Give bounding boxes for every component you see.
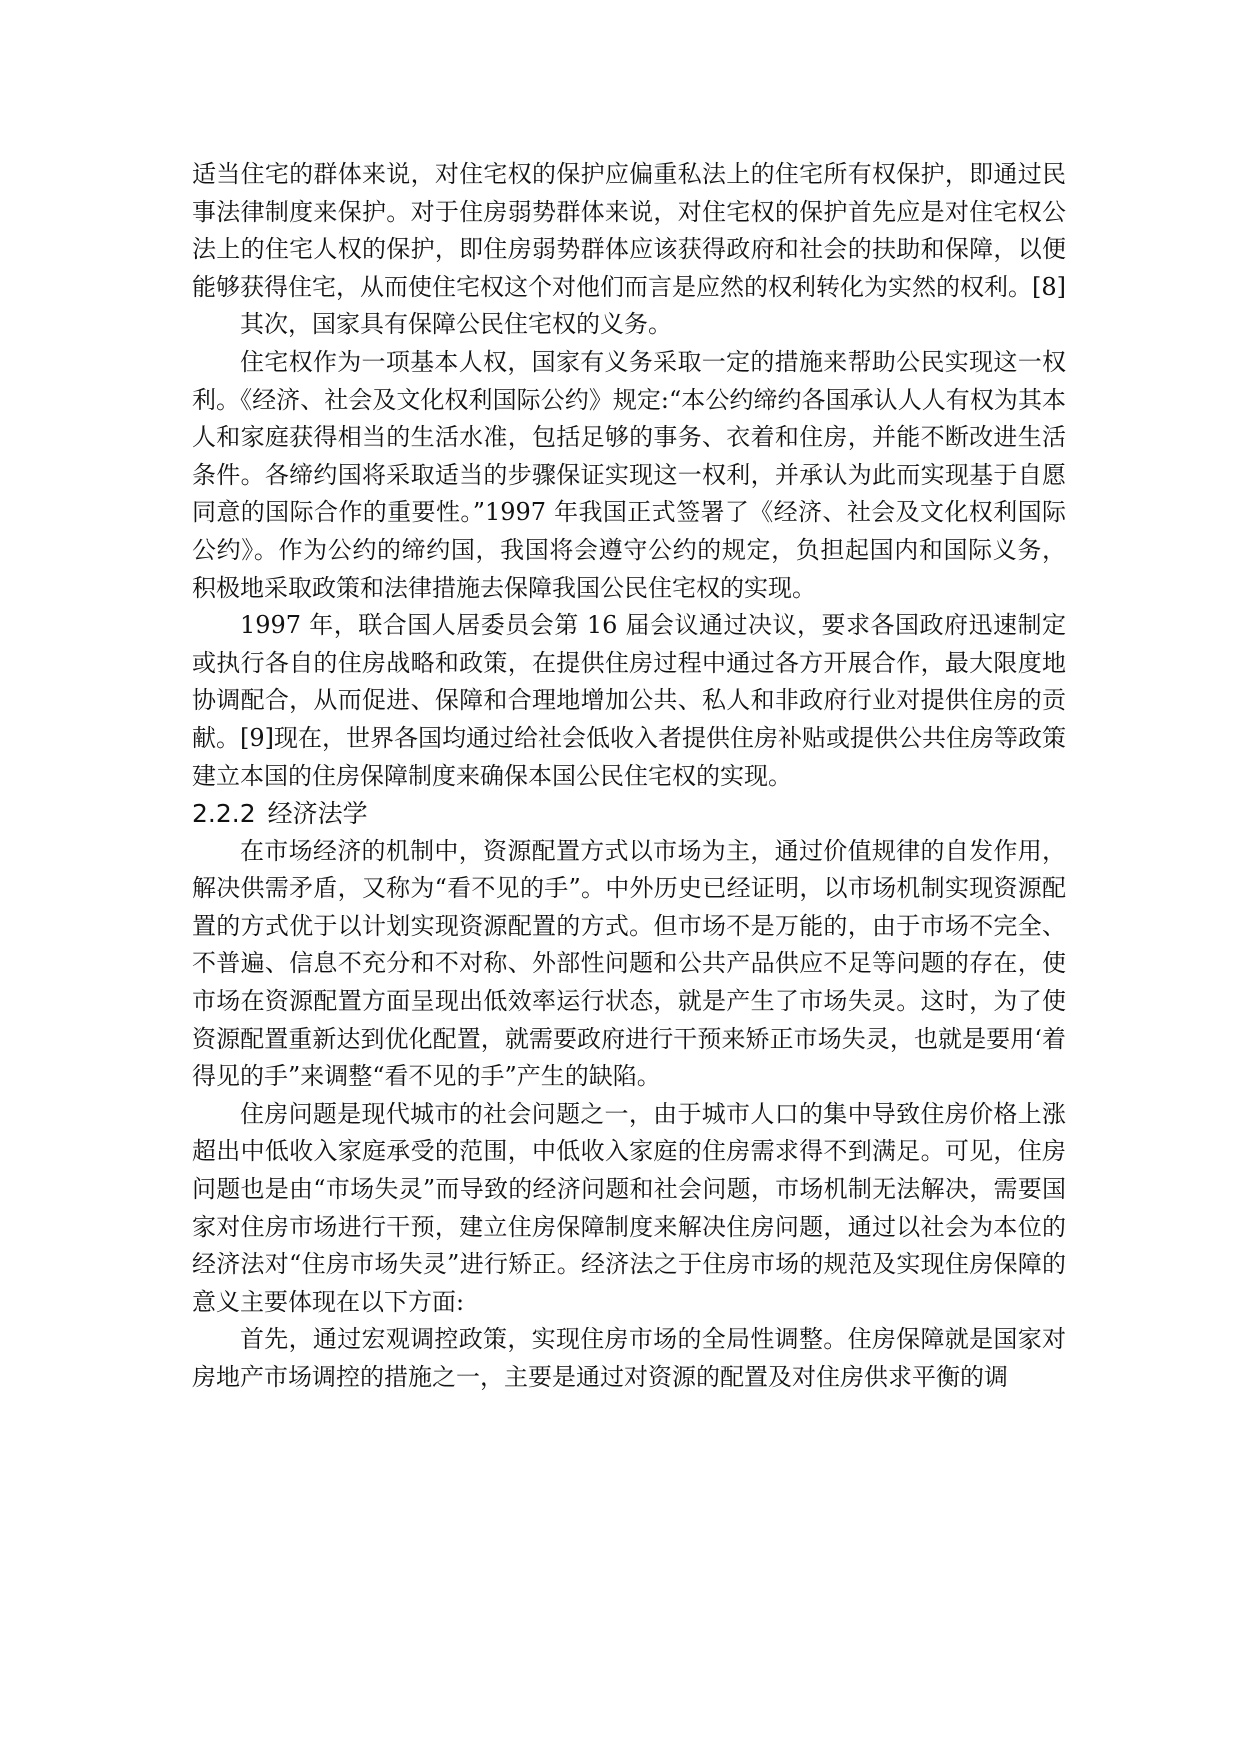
section-title: 经济法学 [267,799,368,829]
paragraph-7: 首先，通过宏观调控政策，实现住房市场的全局性调整。住房保障就是国家对房地产市场调控的措施之一，主要是通过对资源的配置及对住房供求平衡的调 [192,1325,1066,1391]
paragraph-5: 在市场经济的机制中，资源配置方式以市场为主，通过价值规律的自发作用，解决供需矛盾，又称为“看不见的手”。中外历史已经证明，以市场机制实现资源配置的方式优于以计划实现资源配置的方式。但市场不是万能的，由于市场不完全、不普遍、信息不充分和不对称、外部性问题和公共产品供应不足等问题的存在，使市场在资源配置方面呈现出低效率运行状态，就是产生了市场失灵。这时，为了使资源配置重新达到优化配置，就需要政府进行干预来矫正市场失灵，也就是要用‘着得见的手”来调整“看不见的手”产生的缺陷。 [192,836,1066,1091]
paragraph-6: 住房问题是现代城市的社会问题之一，由于城市人口的集中导致住房价格上涨超出中低收入家庭承受的范围，中低收入家庭的住房需求得不到满足。可见，住房问题也是由“市场失灵”而导致的经济问题和社会问题，市场机制无法解决，需要国家对住房市场进行干预，建立住房保障制度来解决住房问题，通过以社会为本位的经济法对“住房市场失灵”进行矫正。经济法之于住房市场的规范及实现住房保障的意义主要体现在以下方面: [192,1099,1066,1316]
section-number: 2.2.2 [192,799,256,829]
section-heading [192,795,1066,833]
paragraph-3: 住宅权作为一项基本人权，国家有义务采取一定的措施来帮助公民实现这一权利。《经济、社会及文化权利国际公约》规定:“本公约缔约各国承认人人有权为其本人和家庭获得相当的生活水准，包括足够的事务、衣着和住房，并能不断改进生活条件。各缔约国将采取适当的步骤保证实现这一权利，并承认为此而实现基于自愿同意的国际合作的重要性。”1997 年我国正式签署了《经济、社会及文化权利国际公约》。作为公约的缔约国，我国将会遵守公约的规定，负担起国内和国际义务，积极地采取政策和法律措施去保障我国公民住宅权的实现。 [192,347,1066,602]
paragraph-1: 适当住宅的群体来说，对住宅权的保护应偏重私法上的住宅所有权保护，即通过民事法律制度来保护。对于住房弱势群体来说，对住宅权的保护首先应是对住宅权公法上的住宅人权的保护，即住房弱势群体应该获得政府和社会的扶助和保障，以便能够获得住宅，从而使住宅权这个对他们而言是应然的权利转化为实然的权利。[8] [192,160,1066,301]
page-body [192,156,1066,1397]
paragraph-4: 1997 年，联合国人居委员会第 16 届会议通过决议，要求各国政府迅速制定或执行各自的住房战略和政策，在提供住房过程中通过各方开展合作，最大限度地协调配合，从而促进、保障和合理地增加公共、私人和非政府行业对提供住房的贡献。[9]现在，世界各国均通过给社会低收入者提供住房补贴或提供公共住房等政策建立本国的住房保障制度来确保本国公民住宅权的实现。 [192,611,1066,790]
paragraph-2: 其次，国家具有保障公民住宅权的义务。 [240,310,672,339]
